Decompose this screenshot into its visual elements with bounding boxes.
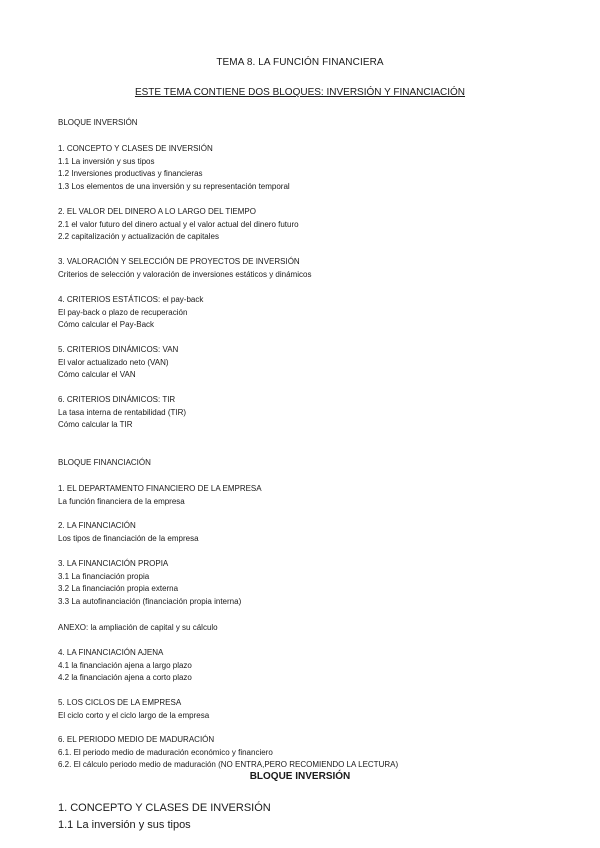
financiacion-section-4 [58, 647, 192, 685]
section-line: Los tipos de financiación de la empresa [58, 533, 199, 543]
financiacion-section-6 [58, 734, 398, 772]
section-line: ANEXO: la ampliación de capital y su cálculo [58, 623, 218, 632]
section-heading: 5. LOS CICLOS DE LA EMPRESA [58, 698, 182, 707]
financiacion-section-3 [58, 558, 241, 608]
section-line: Criterios de selección y valoración de inversiones estáticos y dinámicos [58, 269, 312, 279]
section-heading: 1. CONCEPTO Y CLASES DE INVERSIÓN [58, 144, 213, 153]
section-line: 3.3 La autofinanciación (financiación propia interna) [58, 596, 242, 606]
section-line: 3.1 La financiación propia [58, 571, 150, 581]
section-heading: 5. CRITERIOS DINÁMICOS: VAN [58, 345, 179, 354]
section-heading: 1. CONCEPTO Y CLASES DE INVERSIÓN [58, 802, 271, 814]
financiacion-section-2 [58, 520, 199, 545]
block-label-financiacion: BLOQUE FINANCIACIÓN [58, 458, 151, 467]
inversion-section-1 [58, 143, 290, 193]
section-line: 1.1 La inversión y sus tipos [58, 156, 155, 166]
section-heading: 3. LA FINANCIACIÓN PROPIA [58, 559, 169, 568]
block-label-inversion: BLOQUE INVERSIÓN [58, 118, 138, 127]
section-heading: 3. VALORACIÓN Y SELECCIÓN DE PROYECTOS DE INVERSIÓN [58, 257, 300, 266]
section-heading: 2. LA FINANCIACIÓN [58, 521, 136, 530]
inversion-section-6 [58, 394, 186, 432]
block-heading-inversion: BLOQUE INVERSIÓN [249, 771, 351, 782]
inversion-section-2 [58, 206, 299, 244]
section-line: 2.2 capitalización y actualización de capitales [58, 232, 219, 242]
section-heading: 4. CRITERIOS ESTÁTICOS: el pay-back [58, 295, 204, 304]
inversion-section-4 [58, 294, 203, 332]
section-line: 1.2 Inversiones productivas y financieras [58, 169, 203, 179]
section-line: La función financiera de la empresa [58, 496, 185, 506]
section-line: El valor actualizado neto (VAN) [58, 357, 169, 367]
section-line: 4.2 la financiación ajena a corto plazo [58, 673, 192, 683]
section-line: 1.1 La inversión y sus tipos [58, 819, 191, 831]
section-line: Cómo calcular el VAN [58, 370, 136, 380]
section-line: 4.1 la financiación ajena a largo plazo [58, 660, 192, 670]
financiacion-annex [58, 622, 218, 635]
financiacion-section-5 [58, 697, 209, 722]
section-line: 6.2. El cálculo periodo medio de maduración (NO ENTRA,PERO RECOMIENDO LA LECTURA) [58, 760, 399, 770]
section-line: 3.2 La financiación propia externa [58, 584, 179, 594]
section-heading: 6. CRITERIOS DINÁMICOS: TIR [58, 395, 176, 404]
financiacion-section-1 [58, 483, 262, 508]
section-heading: 4. LA FINANCIACIÓN AJENA [58, 648, 164, 657]
section-heading: 2. EL VALOR DEL DINERO A LO LARGO DEL TIEMPO [58, 207, 256, 216]
section-line: 2.1 el valor futuro del dinero actual y el valor actual del dinero futuro [58, 219, 299, 229]
section-line: 1.3 Los elementos de una inversión y su representación temporal [58, 181, 290, 191]
section-line: 6.1. El periodo medio de maduración económico y financiero [58, 747, 273, 757]
inversion-section-5 [58, 344, 178, 382]
page-title: TEMA 8. LA FUNCIÓN FINANCIERA [216, 57, 384, 68]
inversion-section-3 [58, 256, 311, 281]
page-subtitle: ESTE TEMA CONTIENE DOS BLOQUES: INVERSIÓN Y FINANCIACIÓN [134, 87, 466, 98]
section-line: Cómo calcular el Pay-Back [58, 320, 155, 330]
section-line: El pay-back o plazo de recuperación [58, 307, 188, 317]
section-heading: 1. EL DEPARTAMENTO FINANCIERO DE LA EMPRESA [58, 484, 262, 493]
section-line: Cómo calcular la TIR [58, 420, 133, 430]
section-line: El ciclo corto y el ciclo largo de la empresa [58, 710, 210, 720]
section-heading: 6. EL PERIODO MEDIO DE MADURACIÓN [58, 735, 215, 744]
body-section [58, 800, 271, 834]
section-line: La tasa interna de rentabilidad (TIR) [58, 407, 187, 417]
